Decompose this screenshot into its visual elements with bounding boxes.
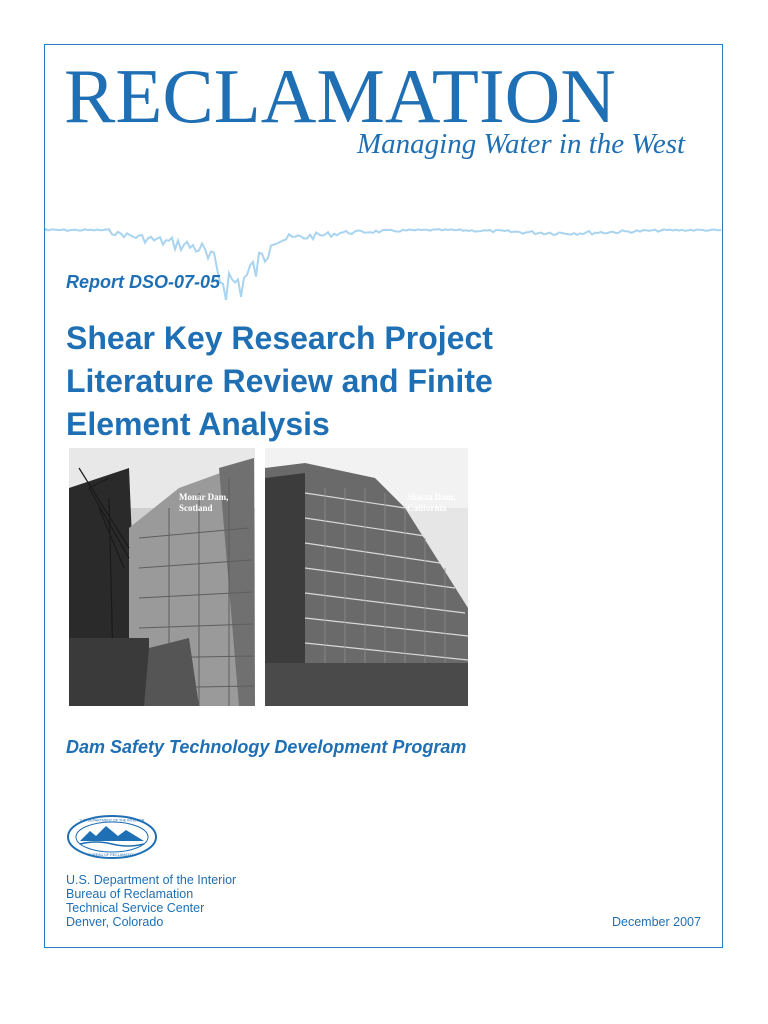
address-line-2: Bureau of Reclamation <box>66 887 194 901</box>
brand-tagline: Managing Water in the West <box>357 128 686 160</box>
program-name: Dam Safety Technology Development Program <box>66 737 467 757</box>
shasta-dam-caption <box>407 492 456 514</box>
report-title-line-2: Literature Review and Finite <box>66 363 493 399</box>
caption-line: Scotland <box>179 502 213 513</box>
address-line-3: Technical Service Center <box>66 901 205 915</box>
seal-top-text: U.S. DEPARTMENT OF THE INTERIOR <box>79 818 145 823</box>
monar-dam-photo <box>69 448 255 706</box>
caption-line: Shasta Dam, <box>407 492 456 502</box>
report-title-line-1: Shear Key Research Project <box>66 320 493 356</box>
monar-dam-caption <box>179 492 228 514</box>
report-title-line-3: Element Analysis <box>66 406 330 442</box>
seal-bottom-text: BUREAU OF RECLAMATION <box>88 853 136 857</box>
caption-line: Monar Dam, <box>179 492 229 502</box>
caption-line: California <box>407 502 447 513</box>
brand-wordmark: RECLAMATION <box>64 53 616 139</box>
publication-date: December 2007 <box>612 915 701 929</box>
address-line-1: U.S. Department of the Interior <box>66 873 237 887</box>
shasta-dam-photo <box>265 448 468 706</box>
report-number: Report DSO-07-05 <box>66 272 221 292</box>
department-seal-logo <box>66 814 158 860</box>
address-line-4: Denver, Colorado <box>66 915 164 929</box>
